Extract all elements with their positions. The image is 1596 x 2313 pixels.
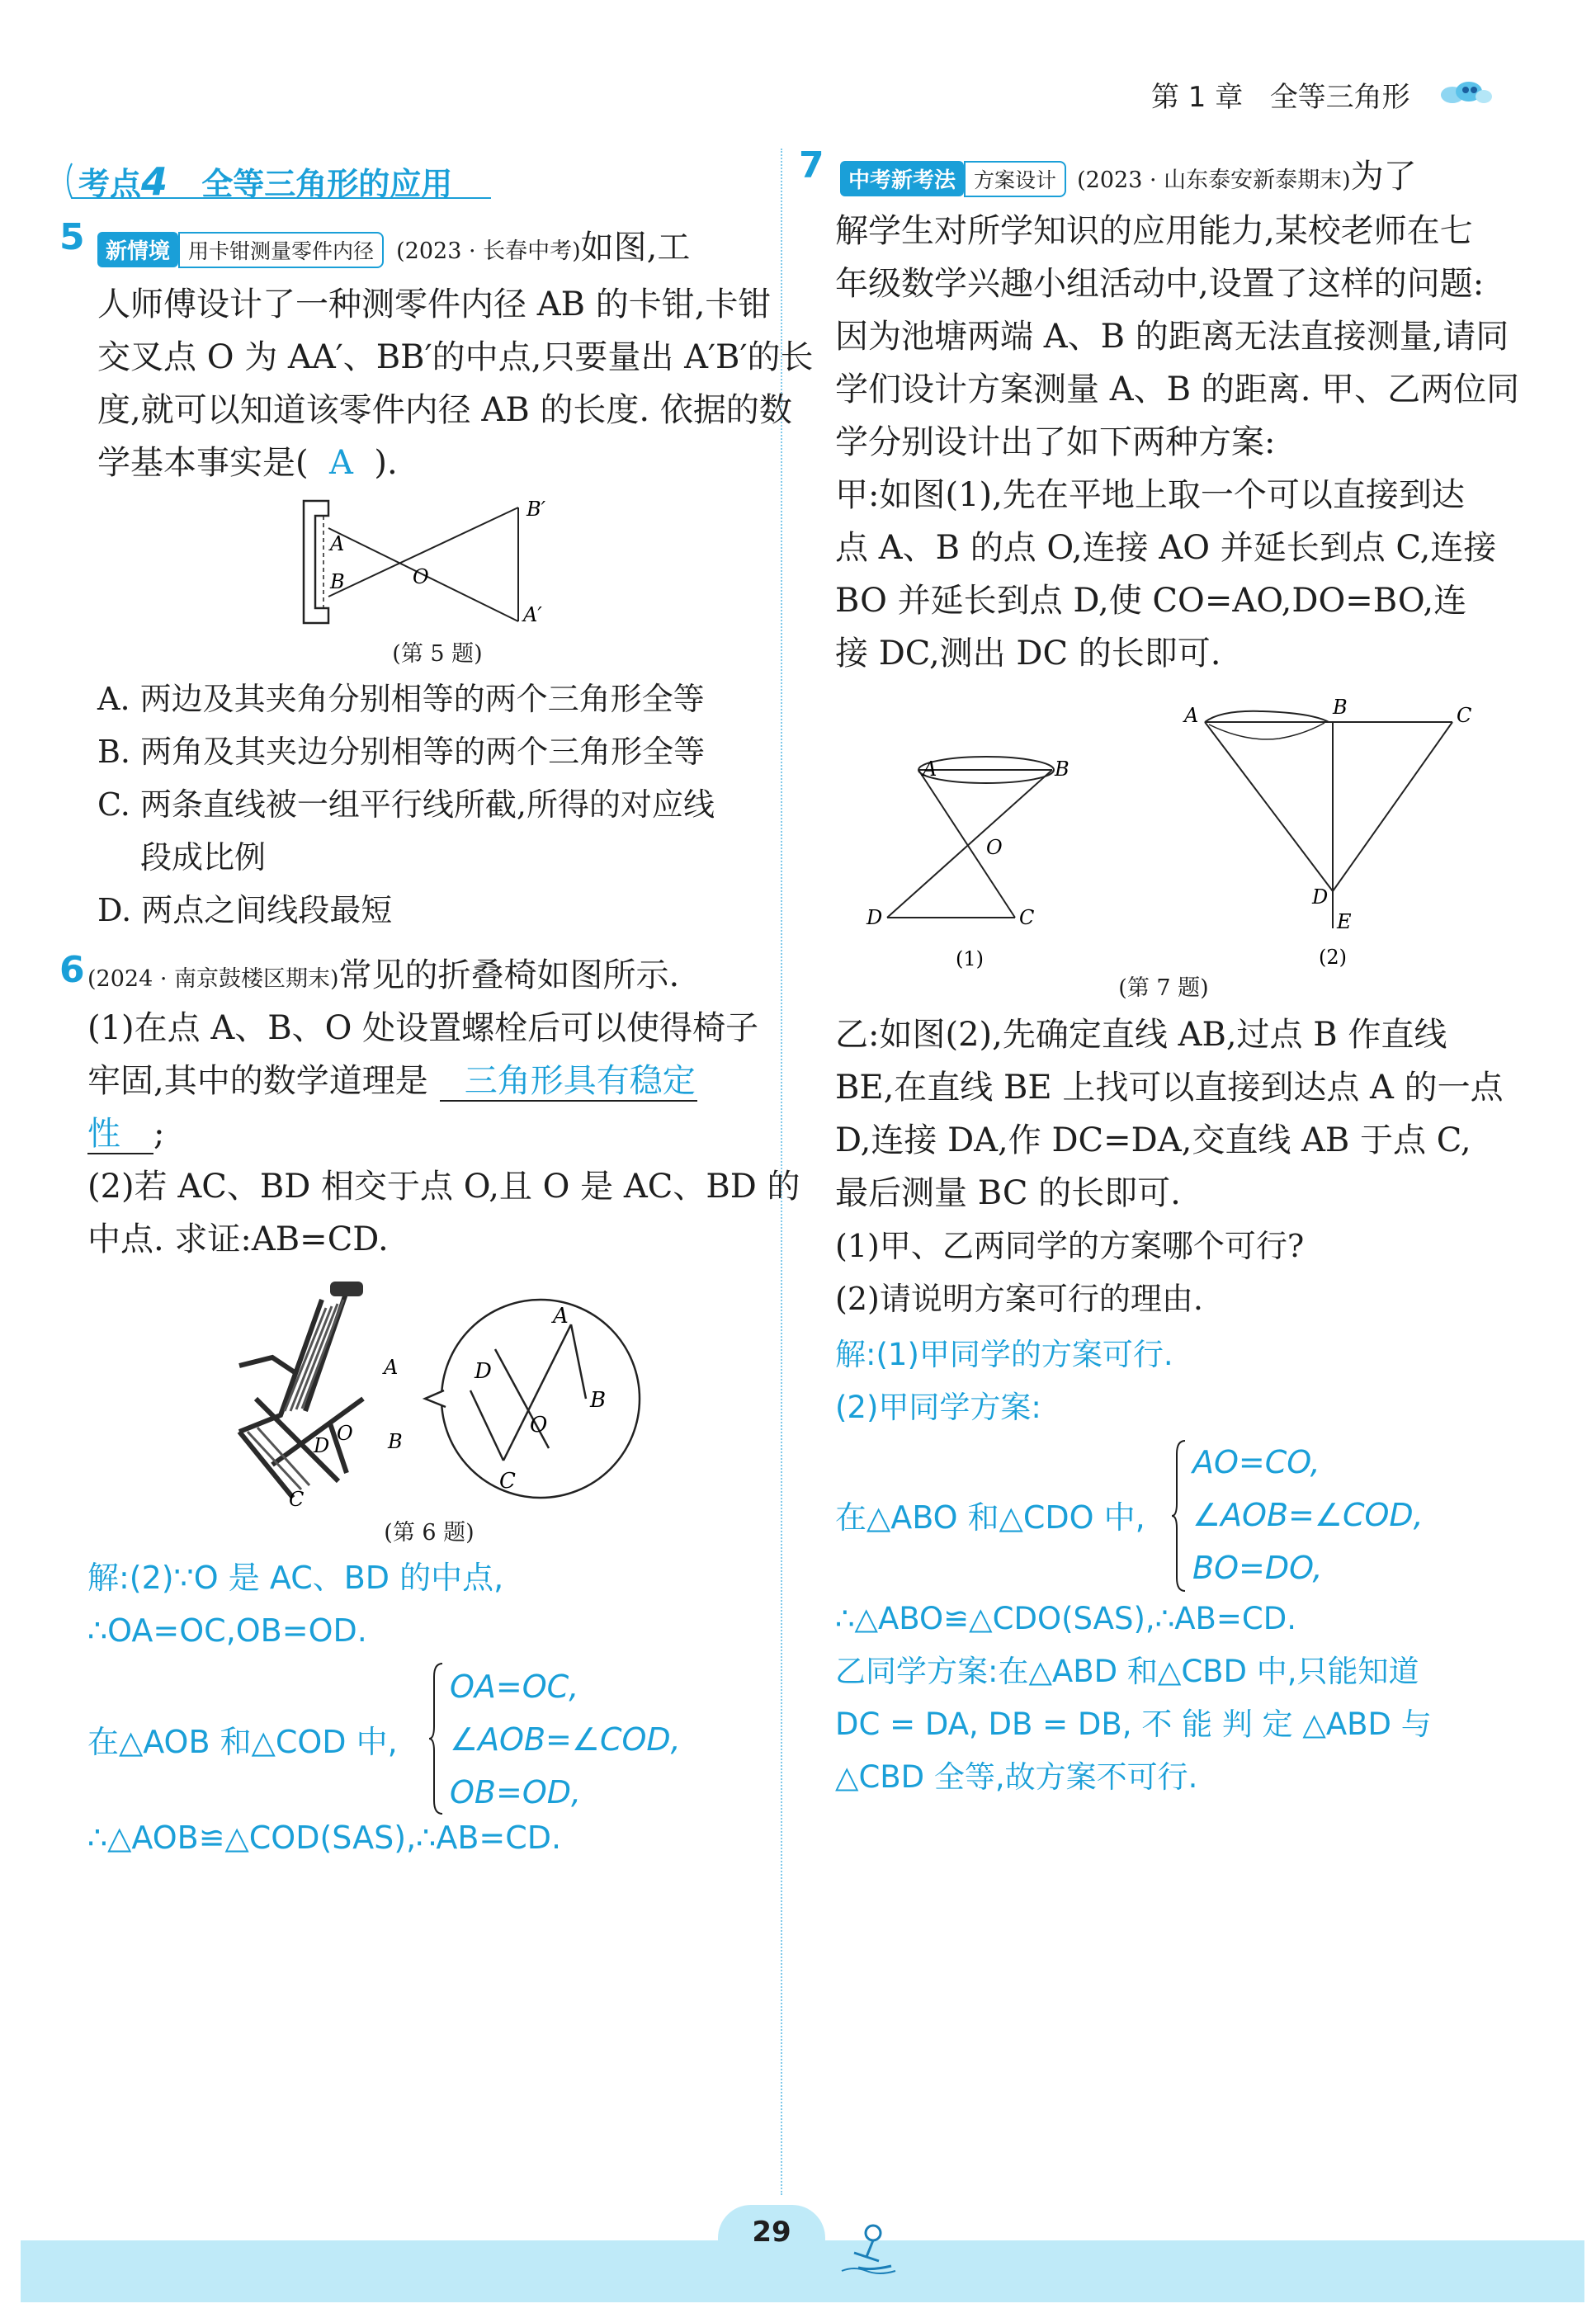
q7-number: 7: [799, 144, 824, 186]
svg-text:O: O: [413, 565, 429, 588]
q6-caption: (第 6 题): [384, 1520, 475, 1546]
q6-system: OA=OC, ∠AOB=∠COD, OB=OD,: [450, 1669, 681, 1810]
svg-text:A: A: [553, 1304, 569, 1329]
svg-text:B: B: [330, 570, 345, 593]
q6-conclusion: ∴△AOB≌△COD(SAS),∴AB=CD.: [87, 1820, 562, 1856]
q6-stem: (1)在点 A、B、O 处设置螺栓后可以使得椅子 牢固,其中的数学道理是 三角形具有稳定 性 ; (2)若 AC、BD 相交于点 O,且 O 是 AC、BD 的 中点. 求证:AB=CD.: [87, 1009, 800, 1258]
chapter-label: 第 1 章 全等三角形: [1151, 81, 1410, 114]
q6-number: 6: [59, 949, 85, 991]
q5-answer: A: [329, 444, 353, 482]
q6-figure: [223, 1275, 652, 1514]
q5-header: 新情境 用卡钳测量零件内径 (2023 · 长春中考)如图,工: [97, 221, 690, 274]
q6-solution: 解:(2)∵O 是 AC、BD 的中点, ∴OA=OC,OB=OD.: [87, 1560, 504, 1649]
q7-brace-icon: [1172, 1437, 1188, 1594]
svg-text:C: C: [289, 1488, 305, 1511]
q5-option-b[interactable]: B. 两角及其夹边分别相等的两个三角形全等: [97, 734, 706, 770]
svg-text:B: B: [388, 1430, 403, 1453]
q7-header: 中考新考法 方案设计 (2023 · 山东泰安新泰期末)为了: [840, 150, 1417, 203]
svg-text:A: A: [1184, 704, 1199, 727]
svg-text:O: O: [986, 836, 1003, 859]
svg-text:O: O: [530, 1413, 548, 1437]
svg-text:A: A: [384, 1356, 399, 1379]
reading-figure-icon: [833, 2220, 900, 2278]
svg-text:C: C: [1019, 906, 1035, 929]
svg-text:(1): (1): [956, 947, 984, 970]
svg-text:(2): (2): [1319, 946, 1347, 969]
q5-figure: [297, 491, 569, 640]
q5-caption: (第 5 题): [392, 641, 483, 667]
header-ornament-icon: [1436, 70, 1494, 111]
q7-stem: 解学生对所学知识的应用能力,某校老师在七 年级数学兴趣小组活动中,设置了这样的问题: 因为池塘两端 A、B 的距离无法直接测量,请同 学们设计方案测量 A、B 的距离. 甲、乙两位同 学分别设计出了如下两种方案: 甲:如图(1),先在平地上取一个可以直接到达 点 A、B 的点 O,连接 AO 并延长到点 C,连接 BO 并延长到点 D,使 CO=AO,DO=BO,连 接 DC,测出 DC 的长即可.: [835, 212, 1520, 673]
q5-number: 5: [59, 216, 85, 258]
q5-stem: 人师傅设计了一种测零件内径 AB 的卡钳,卡钳 交叉点 O 为 AA′、BB′的中点,只要量出 A′B′的长 度,就可以知道该零件内径 AB 的长度. 依据的数 学基本事实是( A ).: [97, 286, 814, 482]
q6-header: (2024 · 南京鼓楼区期末)常见的折叠椅如图所示.: [87, 956, 680, 994]
q6-brace-icon: [429, 1660, 446, 1817]
svg-text:B: B: [1055, 758, 1070, 781]
svg-text:D: D: [866, 906, 883, 929]
q5-option-c[interactable]: C. 两条直线被一组平行线所截,所得的对应线: [97, 786, 715, 823]
svg-text:D: D: [314, 1434, 330, 1457]
section-header: 考点4 全等三角形的应用: [62, 155, 524, 201]
svg-text:C: C: [499, 1469, 516, 1494]
svg-text:E: E: [1337, 910, 1352, 933]
q5-options: [97, 673, 774, 937]
q7-stem-2: 乙:如图(2),先确定直线 AB,过点 B 作直线 BE,在直线 BE 上找可以直接到达点 A 的一点 D,连接 DA,作 DC=DA,交直线 AB 于点 C, 最后测量 BC 的长即可. (1)甲、乙两同学的方案哪个可行? (2)请说明方案可行的理由.: [835, 1016, 1504, 1317]
q6-answer-1: 三角形具有稳定: [440, 1062, 697, 1102]
q7-system-prefix: 在△ABO 和△CDO 中,: [835, 1499, 1145, 1536]
svg-text:B: B: [590, 1388, 607, 1413]
q5-option-a[interactable]: A. 两边及其夹角分别相等的两个三角形全等: [97, 681, 705, 717]
svg-text:D: D: [475, 1359, 492, 1384]
q7-solution: 解:(1)甲同学的方案可行. (2)甲同学方案:: [835, 1337, 1173, 1425]
svg-text:B′: B′: [526, 498, 546, 521]
svg-text:A: A: [923, 758, 937, 781]
svg-text:C: C: [1457, 704, 1472, 727]
q7-system: AO=CO, ∠AOB=∠COD, BO=DO,: [1192, 1444, 1424, 1586]
q6-system-prefix: 在△AOB 和△COD 中,: [87, 1724, 398, 1760]
svg-text:A: A: [330, 532, 345, 555]
svg-text:O: O: [337, 1422, 353, 1445]
svg-text:A′: A′: [523, 603, 542, 626]
q7-conclusion: ∴△ABO≌△CDO(SAS),∴AB=CD. 乙同学方案:在△ABD 和△CBD 中,只能知道 DC = DA, DB = DB, 不 能 判 定 △ABD 与 △CBD 全等,故方案不可行.: [835, 1601, 1432, 1795]
page-number: 29: [752, 2216, 791, 2249]
q7-figure-1: [850, 739, 1122, 970]
q7-figure-2: [1172, 693, 1502, 970]
q7-caption: (第 7 题): [1118, 975, 1209, 1001]
svg-text:D: D: [1312, 885, 1329, 909]
svg-text:B: B: [1333, 696, 1348, 719]
q5-option-d[interactable]: D. 两点之间线段最短: [97, 892, 393, 928]
q5-option-c-cont: 段成比例: [140, 839, 267, 876]
